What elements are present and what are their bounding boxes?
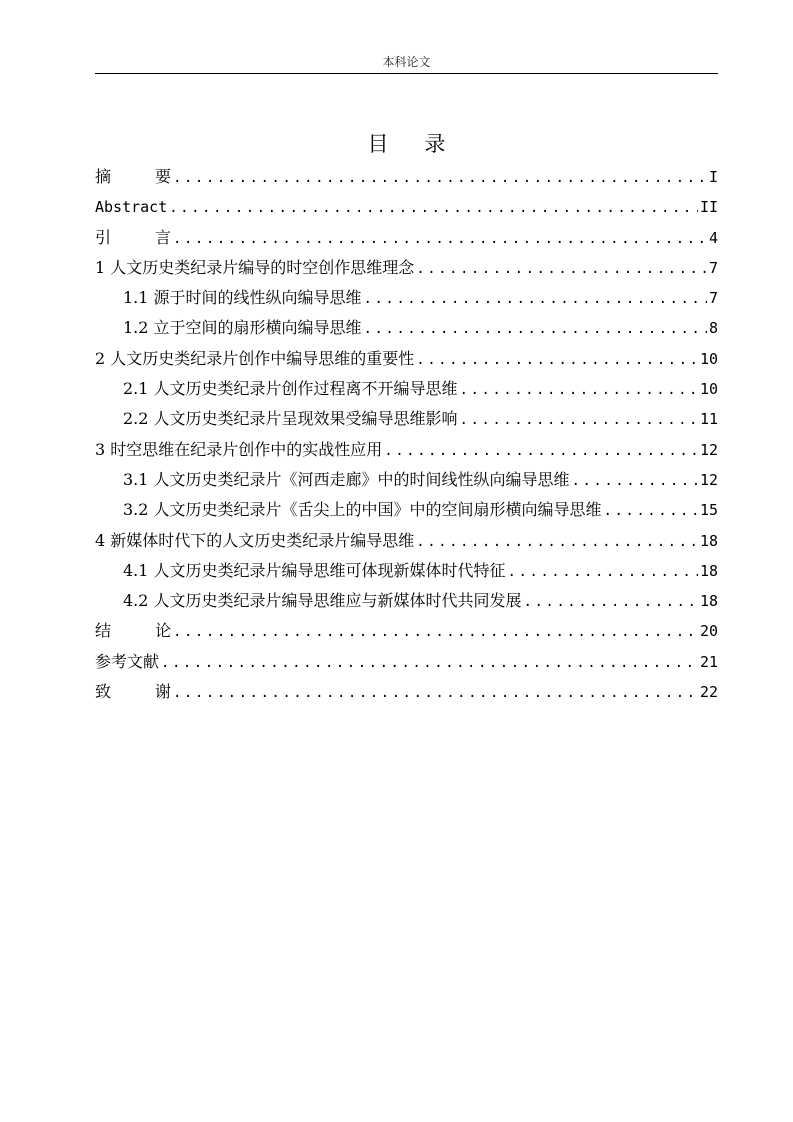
toc-entry-label-part: 言 <box>155 227 172 247</box>
toc-entry-label: 3 时空思维在纪录片创作中的实战性应用 <box>95 439 383 459</box>
toc-leader <box>416 348 698 372</box>
toc-entry-section-4-1[interactable] <box>95 559 718 589</box>
toc-entry-label-part: 致 <box>95 682 112 702</box>
toc-entry-label <box>95 165 171 189</box>
toc-entry-label <box>95 226 171 250</box>
toc-entry-page: 7 <box>708 258 718 277</box>
toc-entry-label-part: 论 <box>155 621 172 641</box>
toc-entry-page: 18 <box>699 531 718 550</box>
toc-entry-label-part: 谢 <box>155 682 172 702</box>
toc-entry-label: 4.1 人文历史类纪录片编导思维可体现新媒体时代特征 <box>123 560 506 580</box>
header-rule <box>95 73 718 74</box>
toc-entry-section-1-2[interactable] <box>95 316 718 346</box>
toc-entry-page: 7 <box>708 289 718 308</box>
toc-leader <box>416 530 698 554</box>
toc-entry-section-1-1[interactable] <box>95 286 718 316</box>
toc-entry-section-2-1[interactable] <box>95 377 718 407</box>
toc-leader <box>416 257 707 281</box>
toc-entry-label: 4 新媒体时代下的人文历史类纪录片编导思维 <box>95 530 415 550</box>
toc-leader <box>169 196 698 220</box>
toc-entry-label: 1.1 源于时间的线性纵向编导思维 <box>123 288 362 308</box>
toc-title <box>95 130 718 158</box>
running-header: 本科论文 <box>382 55 431 69</box>
toc-entry-abstract-en[interactable] <box>95 195 718 225</box>
toc-entry-page: 4 <box>708 228 718 247</box>
toc-entry-label: 1.2 立于空间的扇形横向编导思维 <box>123 318 362 338</box>
toc-leader <box>460 378 698 402</box>
toc-entry-page: 20 <box>699 622 718 641</box>
toc-leader <box>173 166 707 190</box>
toc-leader <box>173 227 707 251</box>
toc-entry-label: 4.2 人文历史类纪录片编导思维应与新媒体时代共同发展 <box>123 591 522 611</box>
toc-leader <box>173 620 698 644</box>
toc-entry-label: Abstract <box>95 198 168 217</box>
toc-leader <box>161 651 698 675</box>
toc-leader <box>604 499 698 523</box>
toc-entry-label: 2.1 人文历史类纪录片创作过程离不开编导思维 <box>123 379 458 399</box>
toc-leader <box>364 287 707 311</box>
toc-entry-page: 10 <box>699 380 718 399</box>
toc-entry-page: 18 <box>699 592 718 611</box>
toc-entry-page: 10 <box>699 349 718 368</box>
toc-entry-label: 1 人文历史类纪录片编导的时空创作思维理念 <box>95 257 415 277</box>
toc-entry-page: 22 <box>699 683 718 702</box>
toc-entry-label-part: 结 <box>95 621 112 641</box>
toc-entry-references[interactable] <box>95 650 718 680</box>
toc-entry-introduction[interactable] <box>95 226 718 256</box>
toc-entry-abstract-zh[interactable] <box>95 165 718 195</box>
toc-entry-conclusion[interactable] <box>95 619 718 649</box>
toc-entry-section-4-2[interactable] <box>95 589 718 619</box>
toc-leader <box>173 681 698 705</box>
toc-entry-page: 15 <box>699 501 718 520</box>
toc-entry-label-part: 要 <box>155 167 172 186</box>
toc-entry-page: 21 <box>699 652 718 671</box>
toc-entry-page: 12 <box>699 470 718 489</box>
toc-entry-chapter-3[interactable] <box>95 438 718 468</box>
toc-entry-label-part: 摘 <box>95 167 112 186</box>
toc-entry-section-3-2[interactable] <box>95 498 718 528</box>
toc-entry-page: 11 <box>699 410 718 429</box>
toc-title-left: 目 <box>367 132 389 156</box>
toc-leader <box>460 408 698 432</box>
toc-title-right: 录 <box>424 132 446 156</box>
toc-leader <box>364 317 707 341</box>
toc-entry-section-3-1[interactable] <box>95 468 718 498</box>
toc-entry-label: 3.2 人文历史类纪录片《舌尖上的中国》中的空间扇形横向编导思维 <box>123 500 602 520</box>
toc-entry-label: 2 人文历史类纪录片创作中编导思维的重要性 <box>95 348 415 368</box>
toc-entry-label <box>95 680 171 704</box>
toc-entry-chapter-2[interactable] <box>95 347 718 377</box>
toc-entry-page: 12 <box>699 440 718 459</box>
toc-entry-page: 18 <box>699 561 718 580</box>
toc-entry-label <box>95 619 171 643</box>
toc-entry-label-part: 引 <box>95 227 112 247</box>
toc-leader <box>524 590 698 614</box>
toc-leader <box>572 469 698 493</box>
toc-leader <box>384 439 698 463</box>
toc-entry-page: 8 <box>708 319 718 338</box>
toc-entry-page: I <box>708 168 718 186</box>
toc-entry-section-2-2[interactable] <box>95 407 718 437</box>
toc-entry-page: II <box>699 198 718 217</box>
toc-entry-acknowledgements[interactable] <box>95 680 718 710</box>
toc-entry-chapter-1[interactable] <box>95 256 718 286</box>
toc-entry-chapter-4[interactable] <box>95 529 718 559</box>
toc-entry-label: 2.2 人文历史类纪录片呈现效果受编导思维影响 <box>123 409 458 429</box>
toc-leader <box>508 560 698 584</box>
table-of-contents <box>95 165 718 710</box>
toc-entry-label: 3.1 人文历史类纪录片《河西走廊》中的时间线性纵向编导思维 <box>123 469 570 489</box>
toc-entry-label: 参考文献 <box>95 651 160 671</box>
